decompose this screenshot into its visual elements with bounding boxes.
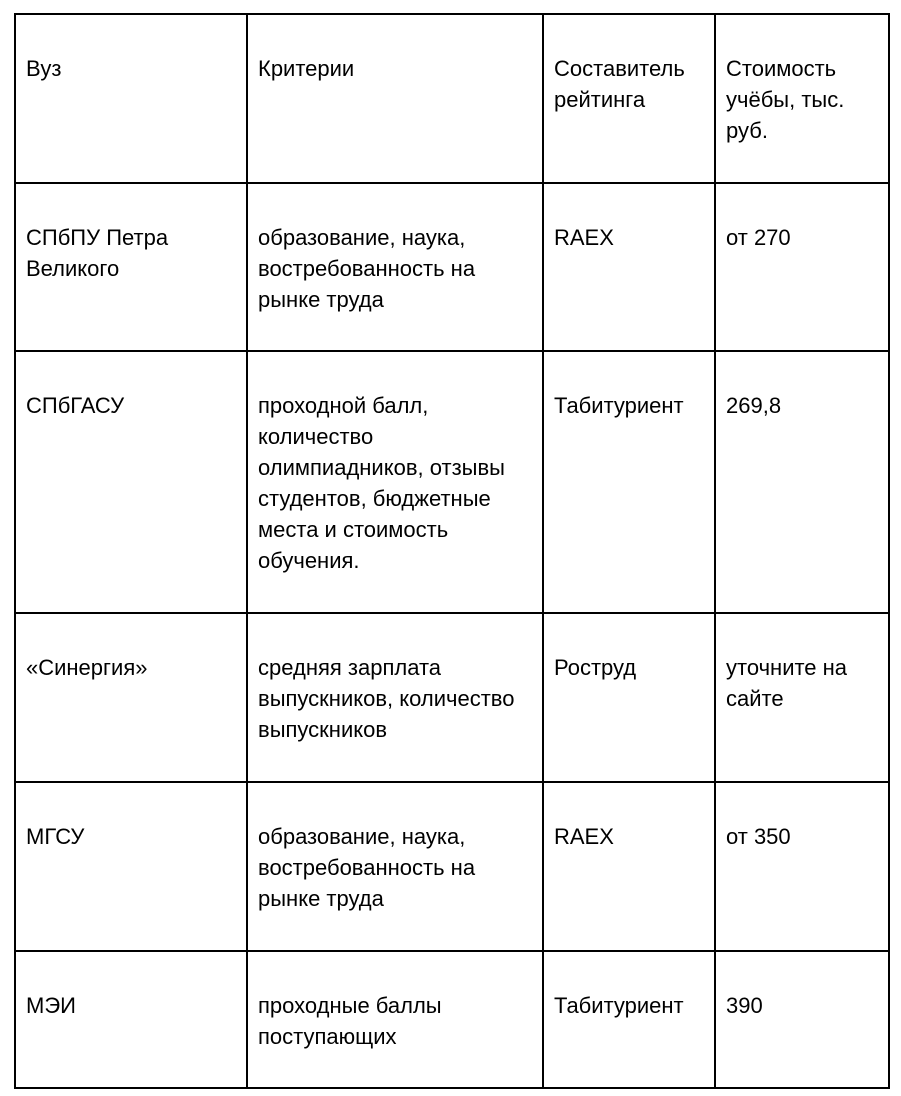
- cell-tuition-cost: от 270: [715, 183, 889, 351]
- cell-rating-author: Роструд: [543, 613, 715, 782]
- header-university: Вуз: [15, 14, 247, 183]
- cell-university: «Синергия»: [15, 613, 247, 782]
- cell-criteria: образование, наука, востребованность на рынке труда: [247, 782, 543, 951]
- cell-rating-author: Табитуриент: [543, 351, 715, 613]
- cell-rating-author: Табитуриент: [543, 951, 715, 1088]
- table-row: [15, 613, 889, 782]
- cell-tuition-cost: 269,8: [715, 351, 889, 613]
- cell-rating-author: RAEX: [543, 782, 715, 951]
- cell-tuition-cost: уточните на сайте: [715, 613, 889, 782]
- cell-tuition-cost: от 350: [715, 782, 889, 951]
- table-row: [15, 951, 889, 1088]
- cell-university: МЭИ: [15, 951, 247, 1088]
- cell-university: СПбПУ Петра Великого: [15, 183, 247, 351]
- table-row: [15, 183, 889, 351]
- cell-criteria: средняя зарплата выпускников, количество выпускников: [247, 613, 543, 782]
- cell-rating-author: RAEX: [543, 183, 715, 351]
- header-tuition-cost: Стоимость учёбы, тыс. руб.: [715, 14, 889, 183]
- table-header-row: [15, 14, 889, 183]
- cell-criteria: проходной балл, количество олимпиадников, отзывы студентов, бюджетные места и стоимость обучения.: [247, 351, 543, 613]
- header-rating-author: Составитель рейтинга: [543, 14, 715, 183]
- table-row: [15, 351, 889, 613]
- university-ranking-table: [14, 13, 890, 1089]
- table-row: [15, 782, 889, 951]
- cell-criteria: образование, наука, востребованность на рынке труда: [247, 183, 543, 351]
- cell-university: СПбГАСУ: [15, 351, 247, 613]
- cell-criteria: проходные баллы поступающих: [247, 951, 543, 1088]
- cell-university: МГСУ: [15, 782, 247, 951]
- header-criteria: Критерии: [247, 14, 543, 183]
- cell-tuition-cost: 390: [715, 951, 889, 1088]
